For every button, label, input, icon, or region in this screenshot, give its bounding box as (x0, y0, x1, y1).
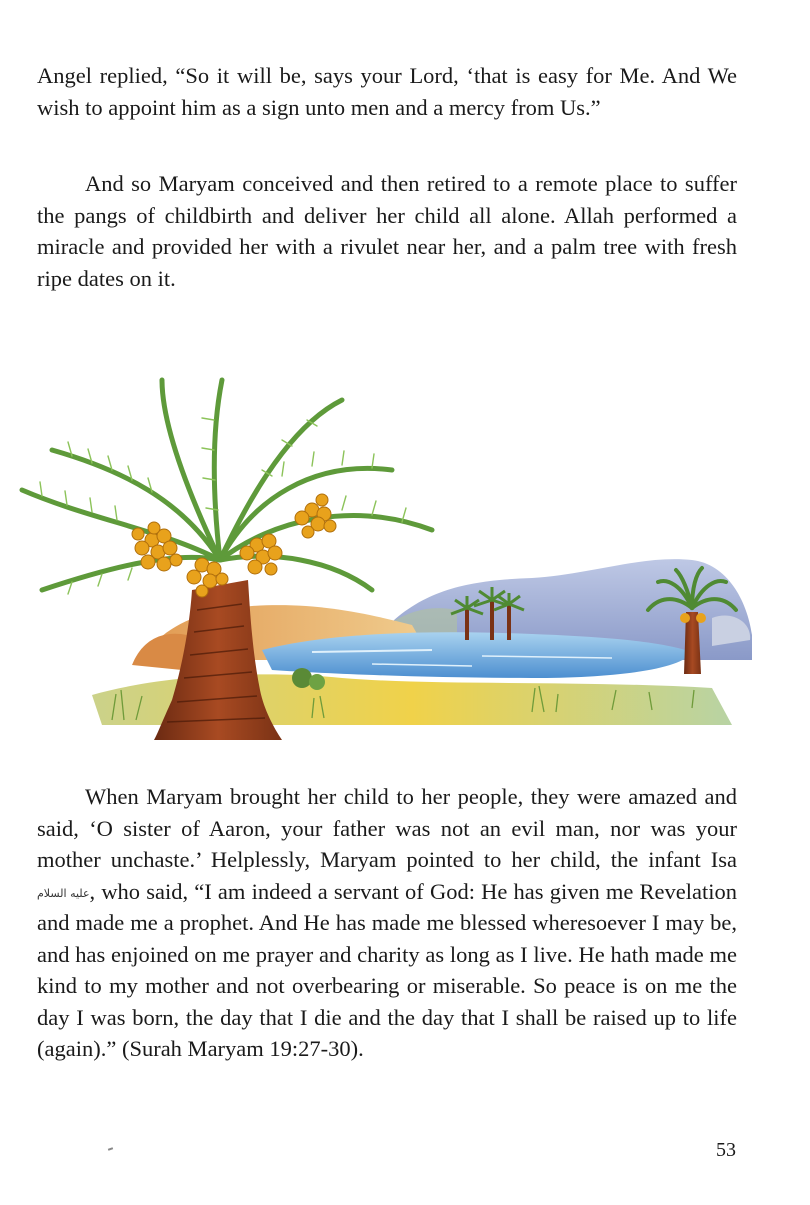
print-speck (108, 1147, 113, 1151)
main-palm-fronds (22, 380, 432, 594)
paragraph-text-after-honorific: , who said, “I am indeed a servant of God: He has given me Revelation and made me a prophet. And He has made me blessed wheresoever I may be, and has enjoined on me prayer and charity as long as I live. He hath made me kind to my mother and not overbearing or miserable. So peace is on me the day I was born, the day that I die and the day that I shall be raised up to life (again).” (Surah Maryam 19:27-30). (37, 878, 737, 1061)
paragraph-maryam-conceived: And so Maryam conceived and then retired to a remote place to suffer the pangs of childbirth and deliver her child all alone. Allah performed a miracle and provided her with a rivulet near her, and a palm tree with fresh ripe dates on it. (37, 171, 737, 291)
palm-oasis-illustration (12, 360, 772, 745)
page-number: 53 (716, 1139, 736, 1161)
paragraph-text-before-honorific: When Maryam brought her child to her people, they were amazed and said, ‘O sister of Aaron, your father was not an evil man, nor was your mother unchaste.’ Helplessly, Maryam pointed to her child, the infant Isa (37, 784, 737, 872)
date-clusters (132, 494, 336, 597)
paragraph-infant-isa (37, 781, 737, 1065)
paragraph-angel-reply: Angel replied, “So it will be, says your Lord, ‘that is easy for Me. And We wish to appoint him as a sign unto men and a mercy from Us.” (37, 63, 737, 120)
honorific-glyph: عليه السلام (37, 886, 90, 900)
